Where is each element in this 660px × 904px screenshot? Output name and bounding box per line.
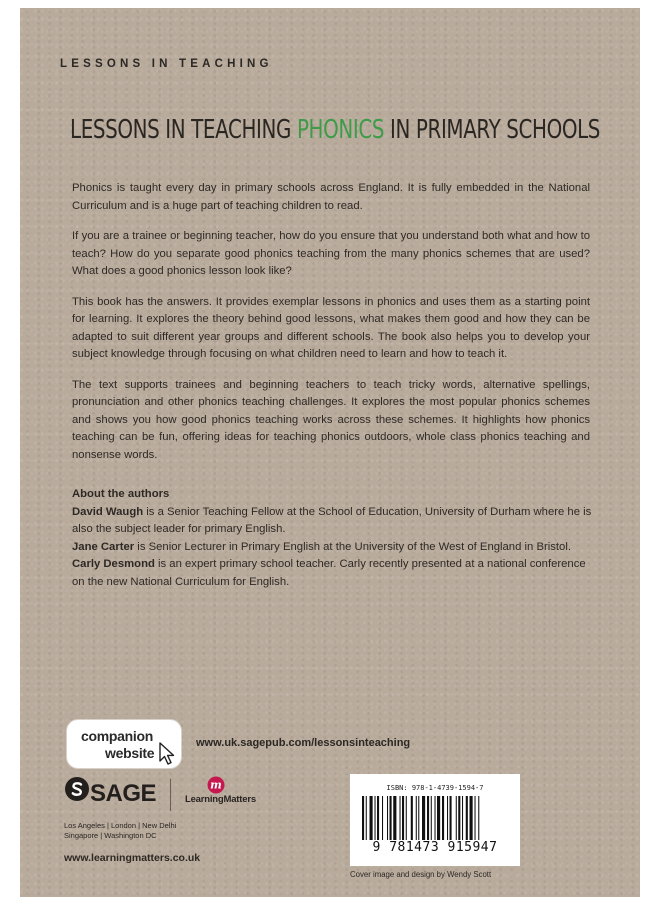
isbn-label: ISBN: 978-1-4739-1594-7 — [386, 784, 484, 792]
blurb — [72, 180, 590, 477]
barcode-bar — [450, 796, 452, 840]
barcode-bar — [437, 796, 440, 840]
barcode-bar — [370, 796, 373, 840]
blurb-paragraph: The text supports trainees and beginning teachers to teach tricky words, alternative spellings, pronunciation and other phonics teaching challenges. It explores the most popular phonics schemes and shows you how good phonics teaching works across these schemes. It highlights how phonics teaching can be fun, offering ideas for teaching phonics outdoors, whole class phonics teaching and nonsense words. — [72, 378, 590, 461]
barcode-bar — [377, 796, 379, 840]
barcode-bar — [478, 796, 479, 840]
author-entry — [72, 539, 592, 557]
barcode-bar — [456, 796, 457, 840]
series-title: LESSONS IN TEACHING — [60, 58, 273, 70]
blurb-paragraph: Phonics is taught every day in primary schools across England. It is fully embedded in the National Curriculum and is a huge part of teaching children to read. — [72, 182, 590, 212]
barcode-bar — [375, 796, 376, 840]
about-authors — [72, 486, 592, 591]
website-url: www.uk.sagepub.com/lessonsinteaching — [196, 737, 411, 749]
barcode-bars — [360, 796, 510, 840]
barcode-bar — [416, 796, 417, 840]
author-name: David Waugh — [72, 505, 144, 518]
barcode-bar — [447, 796, 448, 840]
barcode-bar — [362, 796, 364, 840]
barcode-bar — [431, 796, 432, 840]
isbn-barcode — [350, 774, 520, 866]
imprint-letter: m — [210, 778, 222, 792]
companion-label: companion — [81, 728, 153, 744]
barcode-bar — [387, 796, 388, 840]
book-title — [70, 115, 601, 145]
publisher-name: SAGE — [90, 780, 157, 807]
barcode-bar — [382, 796, 383, 840]
barcode-bar — [427, 796, 429, 840]
barcode-bar — [411, 796, 413, 840]
author-name: Jane Carter — [72, 540, 135, 553]
website-label: website — [105, 745, 155, 761]
book-back-cover — [20, 8, 640, 897]
blurb-paragraph: If you are a trainee or beginning teacher, how do you ensure that you understand both what and how to teach? How do you separate good phonics teaching from the many phonics schemes that are used? What does a good phonics lesson look like? — [72, 230, 590, 277]
barcode-bar — [400, 796, 401, 840]
barcode-bar — [462, 796, 463, 840]
authors-heading: About the authors — [72, 488, 170, 500]
barcode-bar — [402, 796, 404, 840]
author-bio: is an expert primary school teacher. Carly recently presented at a national conference on the new National Curriculum for English. — [72, 558, 586, 588]
author-name: Carly Desmond — [72, 558, 155, 570]
barcode-bar — [458, 796, 460, 840]
barcode-bar — [406, 796, 407, 840]
author-bio: is a Senior Teaching Fellow at the School of Education, University of Durham where he is also the subject leader for primary English. — [72, 505, 592, 535]
barcode-bar — [366, 796, 367, 840]
cursor-arrow-icon — [159, 742, 177, 766]
learningmatters-logo-icon — [207, 776, 225, 794]
author-entry — [72, 556, 592, 591]
barcode-bar — [422, 796, 425, 840]
sage-logo-icon — [64, 776, 90, 802]
barcode-number: 9 781473 915947 — [372, 840, 498, 855]
barcode-bar — [466, 796, 468, 840]
barcode-bar — [470, 796, 473, 840]
blurb-paragraph: This book has the answers. It provides exemplar lessons in phonics and uses them as a starting point for learning. It explores the theory behind good lessons, what makes them good and how they can be adapted to suit different year groups and different schools. The book also helps you to develop your subject knowledge through focusing on what children need to learn and how to teach it. — [72, 295, 590, 360]
author-entry — [72, 504, 592, 539]
author-bio: is Senior Lecturer in Primary English at the University of the West of England in Bristol. — [134, 540, 571, 553]
imprint-name: LearningMatters — [185, 794, 256, 805]
barcode-bar — [475, 796, 476, 840]
companion-website-badge — [66, 719, 182, 769]
publisher-cities: Los Angeles | London | New Delhi Singapore | Washington DC — [64, 821, 177, 840]
barcode-bar — [393, 796, 396, 840]
logo-divider — [170, 779, 171, 811]
cover-credit: Cover image and design by Wendy Scott — [350, 870, 492, 879]
barcode-bar — [435, 796, 436, 840]
barcode-bar — [390, 796, 392, 840]
publisher-website: www.learningmatters.co.uk — [64, 852, 201, 864]
title-part-1: LESSONS IN TEACHING — [70, 115, 297, 145]
title-accent: PHONICS — [296, 115, 385, 145]
barcode-bar — [418, 796, 419, 840]
barcode-bar — [442, 796, 444, 840]
title-part-2: IN PRIMARY SCHOOLS — [384, 115, 601, 145]
